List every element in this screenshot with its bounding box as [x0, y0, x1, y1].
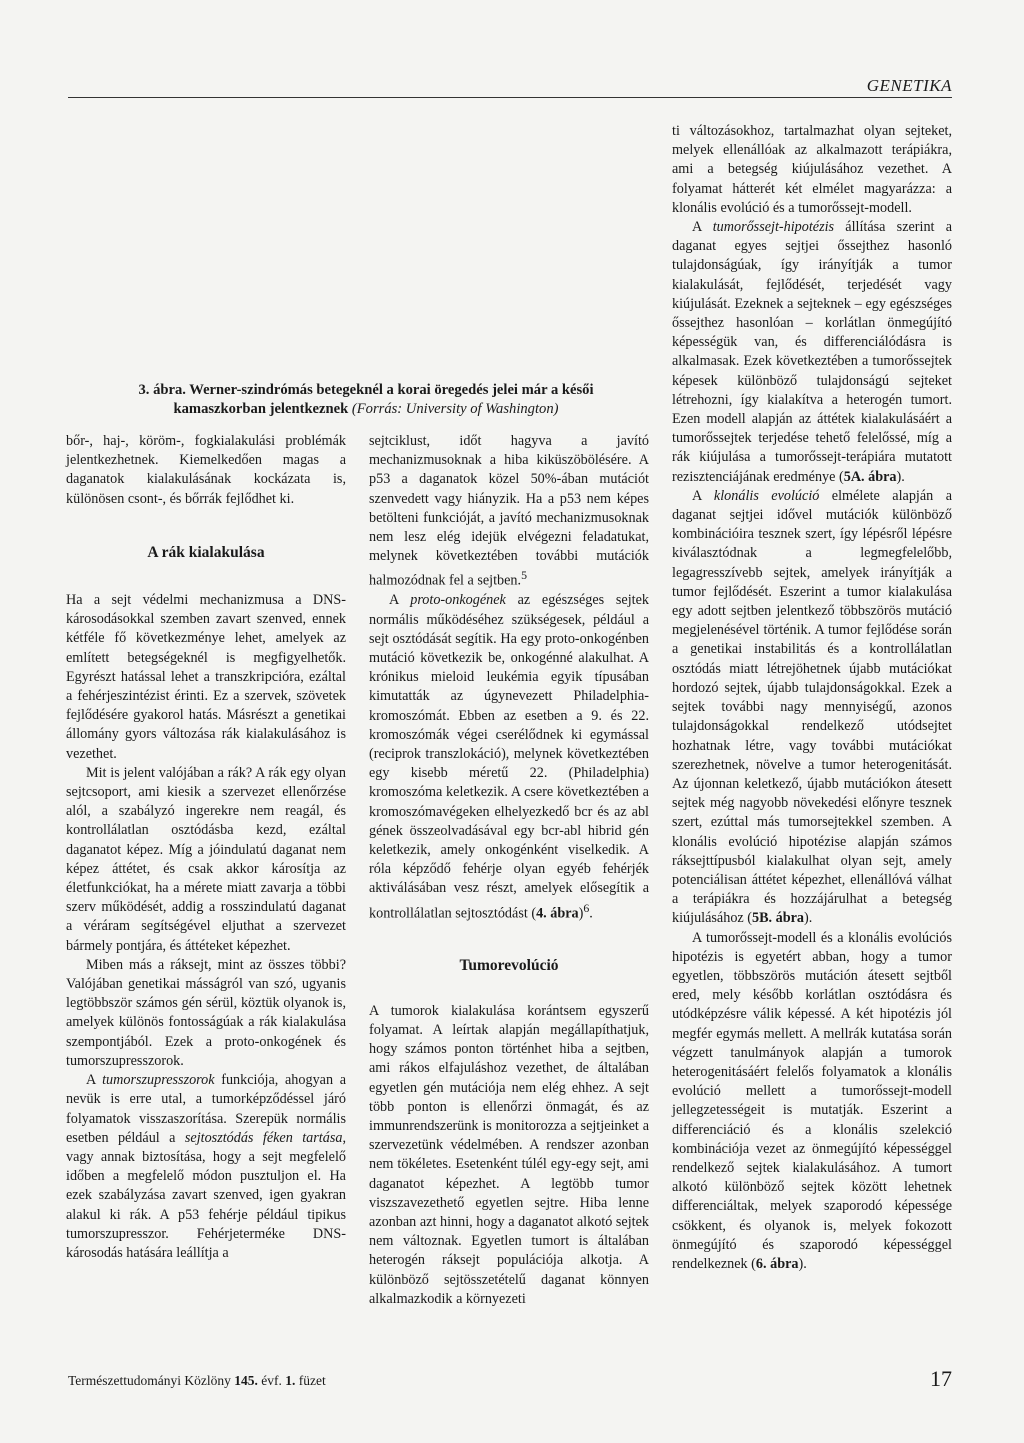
figure-ref-6: 6. ábra: [755, 1255, 799, 1272]
term-cell-division: sejtosztódás féken tartása: [184, 1129, 343, 1146]
footnote-ref: 6: [583, 900, 590, 915]
caption-text: Werner-szindrómás betegeknél a korai öregedés jelei már a késői kamaszkorban jelentkeznek: [173, 382, 594, 417]
header-rule: [68, 97, 952, 98]
paragraph: A tumorőssejt-modell és a klonális evolúciós hipotézis is egyetért abban, hogy a tumor egyetlen, többszörös mutáción átesett sejtből ered, mely később korlátlan osztódásra és utódképzésre válik képessé. A két hipotézis jól megfér egymás mellett. A mellrák kutatása során végzett tanulmányok alapján a tumorok heterogenitásáért felelős folyamatok a klonális evolúció mellett a tumorőssejt-modell jellegzetességeit is mutatják. Eszerint a differenciáció és a klonális szelekció kombinációja vezet az önmegújító képességgel rendelkező sejtek kialakulásához. A tumort alkotó különböző sejtek között lehetnek differenciáltak, melyek szaporodó képessége csökkent, és olyanok is, melyek fokozott önmegújító és szaporodó képességgel rendelkeznek (6. ábra).: [672, 929, 952, 1272]
paragraph: A tumorszupresszorok funkciója, ahogyan a nevük is erre utal, a tumorképződéssel járó folyamatok visszaszorítása. Szerepük normális esetben például a sejtosztódás féken tartása, vagy annak biztosítása, hogy a sejt megfelelő időben a megfelelő módon pusztuljon el. Ha ezek szabályzása zavart szenved, igen gyakran alakul ki rák. A p53 fehérje például tipikus tumorszupresszor. Fehérjetermékе DNS-károsodás hatására leállítja a: [66, 1072, 346, 1261]
figure-ref-5b: 5B. ábra: [751, 910, 805, 927]
paragraph: A tumorok kialakulása korántsem egyszerű folyamat. A leírtak alapján megállapíthatjuk, hogy számos ponton történhet hiba a sejtben, ami rákos elfajuláshoz vezethet, de általában egyetlen gén mutációja nem elég ehhez. A sejt több ponton is ellenőrzi önmagát, és az immunrendszerünk is monitorozza a sejtjeinket a szervezetünk védelmében. A rendszer azonban nem tökéletes. Esetenként túlél egy-egy sejt, ami daganatot képezhet. A legtöbb tumor viszszavezethető egyetlen sejtre. Hiba lenne azonban azt hinni, hogy a daganatot alkotó sejtek nem változnak. Egyetlen tumort is általában heterogén ráksejt populációja alkotja. A különböző sejtösszetételű daganat könnyen alkalmazkodik a környezeti: [369, 1002, 649, 1307]
column-1: [66, 432, 346, 1263]
column-3: [672, 122, 952, 1274]
term-proto-oncogenes: proto-onkogének: [410, 592, 506, 609]
term-stem-cell-hypothesis: tumorőssejt-hipotézis: [712, 219, 835, 236]
paragraph: A proto-onkogének az egészséges sejtek normális működéséhez szükségesek, például a sejt osztódását segítik. Ha egy proto-onkogénben mutáció következik be, onkogénné alakulhat. A krónikus mieloid leukémia egyik típusában kimutatták az úgynevezett Philadelphia-kromoszómát. Ebben az esetben a 9. és 22. kromoszómák végei cserélődnek ki egymással (reciprok transzlokáció), melynek következtében egy kisebb méretű 22. (Philadelphia) kromoszóma keletkezik. A csere következtében a kromoszómavégeken elhelyezkedő bcr és az abl gének összeolvadásával egy bcr-abl hibrid gén keletkezik, amely onkogénként viselkedik. A róla képződő fehérje olyan egyéb fehérjék aktiválásában vesz részt, amelyek elősegítik a kontrollálatlan sejtosztódást (4. ábra)$^6$.: [369, 592, 649, 922]
paragraph: ti változásokhoz, tartalmazhat olyan sejteket, melyek ellenállóak az alkalmazott terápiákra, ami a betegség kiújulásához vezethet. A folyamat hátterét két elmélet magyarázza: a klonális evolúció és a tumorőssejt-modell.: [672, 123, 952, 216]
term-clonal-evolution: klonális evolúció: [713, 487, 820, 504]
figure-3-image-area: [68, 110, 648, 372]
term-tumorsuppressors: tumorszupresszorok: [102, 1072, 215, 1089]
footer-journal: Természettudományi Közlöny 145. évf. 1. füzet: [68, 1373, 326, 1388]
paragraph: Mit is jelent valójában a rák? A rák egy olyan sejtcsoport, ami kiesik a szervezet ellenőrzése alól, a szabályzó ingerekre nem reagál, és kontrollálatlan osztódásba kezd, ezáltal daganatot képez. Míg a jóindulatú daganat nem képez áttétet, és csak akkor károsítja az életfunkciókat, ha a mérete miatt zavarja a többi szerv működését, addig a rosszindulatú daganat a véráram segítségével eljuthat a szervezet bármely pontjára, és áttéteket képezhet.: [66, 764, 346, 954]
paragraph: Miben más a ráksejt, mint az összes többi? Valójában genetikai másságról van szó, ugyanis legtöbbször számos gén sérül, köztük olyanok is, amelyek különös fontosságúak a rák kialakulása szempontjából. Ezek a proto-onkogének és tumorszupresszorok.: [66, 956, 346, 1069]
footnote-ref: 5: [521, 568, 527, 583]
section-heading-tumor-evolution: Tumorevolúció: [459, 956, 559, 974]
figure-ref-5a: 5A. ábra: [843, 468, 897, 485]
figure-ref-4: 4. ábra: [536, 905, 579, 922]
paragraph: Ha a sejt védelmi mechanizmusa a DNS-károsodásokkal szemben zavart szenved, ennek kétféle fő következménye lehet, amelyek az említett betegségeknél is megfigyelhetők. Egyrészt hatással lehet a transzkripcióra, ezáltal a fehérjeszintézist érinti. Ez a szervek, szövetek fejlődésére gyakorol hatás. Másrészt a genetikai állomány gyors változása rák kialakulásához is vezethet.: [66, 592, 346, 762]
paragraph: A tumorőssejt-hipotézis állítása szerint a daganat egyes sejtjei őssejthez hasonló tulajdonságúak, így irányítják a tumor kialakulását, fejlődését, terjedését vagy kiújulását. Ezeknek a sejteknek – egy egészséges őssejthez hasonlóan – korlátlan önmegújító képességük van, és differenciálódásra is alkalmasak. Ezek következtében a tumorőssejtek képesek különböző tulajdonságú sejteket létrehozni, így kialakítva a heterogén tumort. Ezen modell alapján az áttétek kialakulásáért a tumorőssejtek terjedése tehető felelőssé, míg a rák kiújulása a tumorőssejt-terápiára mutatott rezisztenciájának eredménye (5A. ábra).: [672, 219, 953, 485]
section-heading-cancer: A rák kialakulása: [147, 543, 265, 561]
caption-source: (Forrás: University of Washington): [351, 401, 559, 417]
paragraph: bőr-, haj-, köröm-, fogkialakulási problémák jelentkezhetnek. Kiemelkedően magas a daganatok kialakulásának kockázata is, különösen csont-, és bőrrák fejlődhet ki.: [66, 433, 346, 507]
page-number: 17: [930, 1366, 952, 1391]
section-title: GENETIKA: [866, 76, 952, 95]
paragraph: sejtciklust, időt hagyva a javító mechanizmusoknak a hiba kiküszöbölésére. A p53 a daganatok közel 50%-ában mutációt szenvedett vagy hiányzik. Ha a p53 nem képes betölteni funkcióját, a javító mechanizmusoknak nem lesz elég idejük elvégezni feladatukat, melynek következtében további mutációk halmozódnak fel a sejtben.$^5$: [369, 433, 649, 590]
column-2: [369, 432, 649, 1309]
figure-caption: [96, 381, 636, 419]
caption-label: 3. ábra.: [138, 382, 186, 398]
paragraph: A klonális evolúció elmélete alapján a daganat sejtjei idővel mutációk különböző kombinációira tesznek szert, így lépésről lépésre kiválasztódnak a legmegfelelőbb, legagresszívebb sejtek, amelyek irányítják a tumor fejlődését. Eszerint a tumor kialakulása egy adott sejtben jelentkező többszörös mutáció megjelenésével történik. A tumor fejlődése során a genetikai instabilitás és a kontrollálatlan osztódás miatt létrejöhetnek újabb mutációkat hordozó sejtek, újabb tulajdonságokkal. Ezek a sejtek további nagy mennyiségű, azonos tulajdonságokkal rendelkező utódsejtet hozhatnak létre, vagy további mutációkat szerezhetnek, növelve a tumor heterogenitását. Az újonnan keletkező, újabb mutációkon átesett sejtek még nagyobb növekedési előnyre tesznek szert, ezúttal más tumorsejtekkel szemben. A klonális evolúció hipotézise alapján számos ráksejttípusból kialakulhat olyan sejt, amely potenciálisan áttétet képezhet, ellenállóvá válhat a terápiákra és hozzájárulhat a betegség kiújulásához (5B. ábra).: [672, 487, 953, 927]
